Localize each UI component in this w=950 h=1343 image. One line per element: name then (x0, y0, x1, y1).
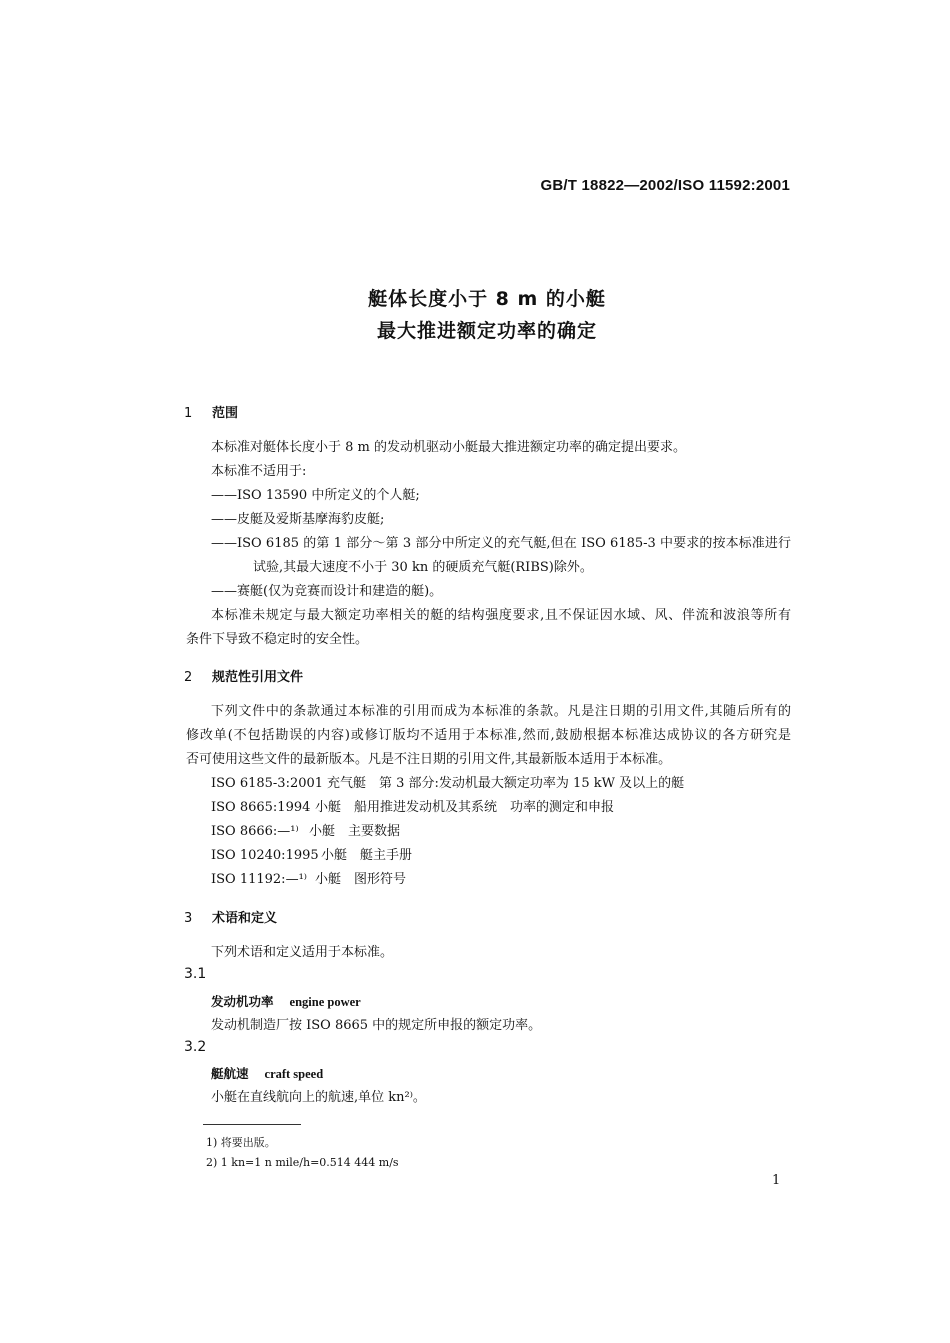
term-entry (211, 1064, 323, 1082)
section-2-heading (184, 666, 303, 685)
section-1-heading (184, 402, 238, 421)
dash-item-continuation: 试验,其最大速度不小于 30 kn 的硬质充气艇(RIBS)除外。 (253, 560, 593, 575)
paragraph-continuation: 否可使用这些文件的最新版本。凡是不注日期的引用文件,其最新版本适用于本标准。 (186, 752, 672, 767)
footnote: 2) 1 kn=1 n mile/h=0.514 444 m/s (206, 1156, 399, 1169)
reference-item (211, 773, 684, 794)
reference-item (211, 797, 614, 818)
dash-item: ——赛艇(仅为竞赛而设计和建造的艇)。 (211, 584, 443, 599)
section-title: 范围 (212, 406, 239, 421)
reference-title: 充气艇 第 3 部分:发动机最大额定功率为 15 kW 及以上的艇 (327, 776, 685, 791)
dash-item: ——ISO 13590 中所定义的个人艇; (211, 488, 420, 503)
section-number: 1 (184, 406, 193, 421)
paragraph: 下列文件中的条款通过本标准的引用而成为本标准的条款。凡是注日期的引用文件,其随后所有的 (211, 704, 791, 719)
clause-number: 3.1 (184, 966, 207, 982)
page-number: 1 (772, 1173, 781, 1188)
reference-code: ISO 11192:—¹⁾ (211, 872, 307, 887)
standard-number: GB/T 18822—2002/ISO 11592:2001 (540, 177, 790, 194)
section-number: 3 (184, 911, 193, 926)
paragraph-continuation: 修改单(不包括勘误的内容)或修订版均不适用于本标准,然而,鼓励根据本标准达成协议的各方研究是 (186, 728, 791, 743)
section-title: 规范性引用文件 (212, 670, 304, 685)
reference-title: 小艇 主要数据 (309, 824, 401, 839)
term-chinese: 发动机功率 (211, 994, 274, 1009)
term-definition: 小艇在直线航向上的航速,单位 kn²⁾。 (211, 1090, 426, 1105)
term-definition: 发动机制造厂按 ISO 8665 中的规定所申报的额定功率。 (211, 1018, 542, 1033)
section-number: 2 (184, 670, 193, 685)
section-3-heading (184, 907, 277, 926)
title-line-1: 艇体长度小于 8 m 的小艇 (368, 288, 606, 310)
reference-item (211, 869, 406, 890)
paragraph: 下列术语和定义适用于本标准。 (211, 945, 394, 960)
dash-item: ——皮艇及爱斯基摩海豹皮艇; (211, 512, 385, 527)
reference-title: 小艇 图形符号 (315, 872, 407, 887)
reference-title: 小艇 船用推进发动机及其系统 功率的测定和申报 (315, 800, 615, 815)
reference-code: ISO 8665:1994 (211, 800, 311, 815)
term-english: craft speed (264, 1067, 324, 1081)
dash-item: ——ISO 6185 的第 1 部分～第 3 部分中所定义的充气艇,但在 ISO 6185-3 中要求的按本标准进行 (211, 536, 791, 551)
reference-code: ISO 10240:1995 (211, 848, 319, 863)
reference-item (211, 821, 400, 842)
term-english: engine power (289, 995, 361, 1009)
reference-item (211, 845, 412, 866)
reference-code: ISO 8666:—¹⁾ (211, 824, 299, 839)
paragraph: 本标准未规定与最大额定功率相关的艇的结构强度要求,且不保证因水域、风、伴流和波浪等所有 (211, 608, 791, 623)
reference-code: ISO 6185-3:2001 (211, 776, 324, 791)
term-entry (211, 992, 361, 1010)
title-line-2: 最大推进额定功率的确定 (376, 320, 597, 342)
paragraph-continuation: 条件下导致不稳定时的安全性。 (186, 632, 369, 647)
footnote-separator (203, 1124, 301, 1125)
term-chinese: 艇航速 (211, 1066, 249, 1081)
clause-number: 3.2 (184, 1039, 207, 1055)
paragraph: 本标准不适用于: (211, 464, 307, 479)
section-title: 术语和定义 (212, 911, 278, 926)
paragraph: 本标准对艇体长度小于 8 m 的发动机驱动小艇最大推进额定功率的确定提出要求。 (211, 440, 686, 455)
reference-title: 小艇 艇主手册 (321, 848, 413, 863)
footnote: 1) 将要出版。 (206, 1136, 276, 1149)
